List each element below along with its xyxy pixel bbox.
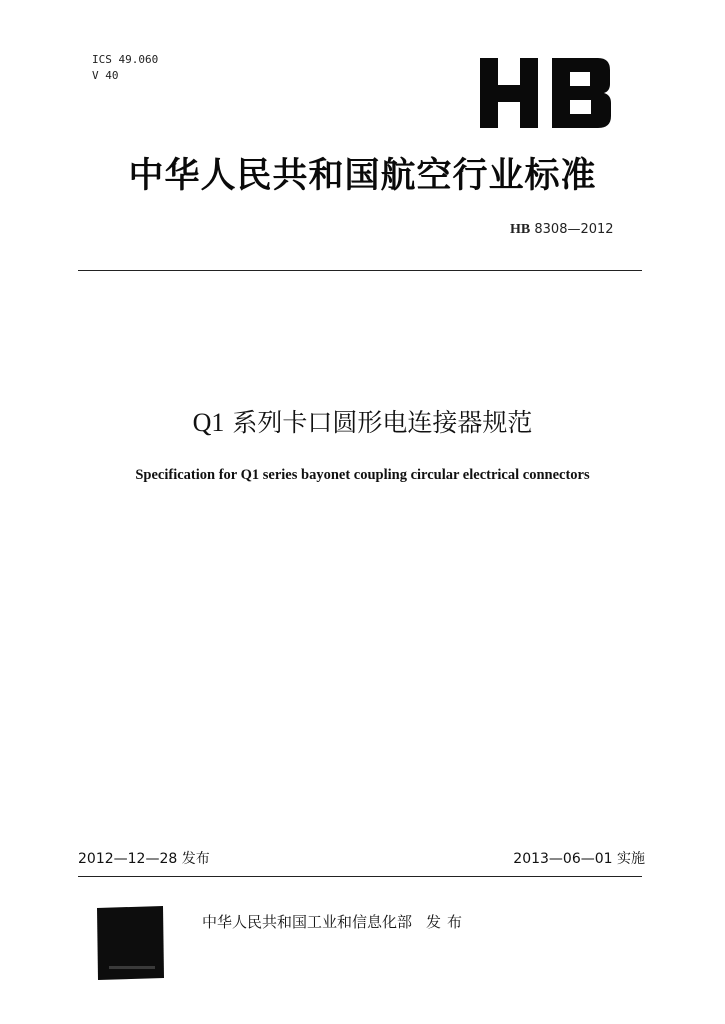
publisher bbox=[202, 911, 468, 932]
chinese-title bbox=[0, 403, 725, 439]
standard-code: 8308—2012 bbox=[534, 222, 614, 237]
standard-prefix: HB bbox=[510, 222, 531, 237]
ics-code: ICS 49.060 bbox=[92, 53, 159, 66]
hb-logo bbox=[480, 58, 612, 128]
issue-date: 2012—12—28 发布 bbox=[78, 851, 210, 867]
publisher-seal-icon bbox=[95, 906, 165, 980]
publisher-name: 中华人民共和国工业和信息化部 bbox=[202, 913, 413, 931]
standard-number bbox=[510, 222, 614, 238]
english-title: Specification for Q1 series bayonet coupling circular electrical connectors bbox=[135, 467, 590, 483]
classification-code: V 40 bbox=[92, 69, 119, 82]
top-divider bbox=[78, 270, 642, 271]
classification-block bbox=[92, 52, 158, 84]
title-chinese-text: 系列卡口圆形电连接器规范 bbox=[232, 408, 533, 437]
implementation-date: 2013—06—01 实施 bbox=[513, 851, 645, 867]
org-title: 中华人民共和国航空行业标准 bbox=[128, 156, 597, 196]
title-series-code: Q1 bbox=[192, 408, 225, 437]
publisher-verb: 发布 bbox=[426, 913, 469, 931]
bottom-divider bbox=[78, 876, 642, 877]
